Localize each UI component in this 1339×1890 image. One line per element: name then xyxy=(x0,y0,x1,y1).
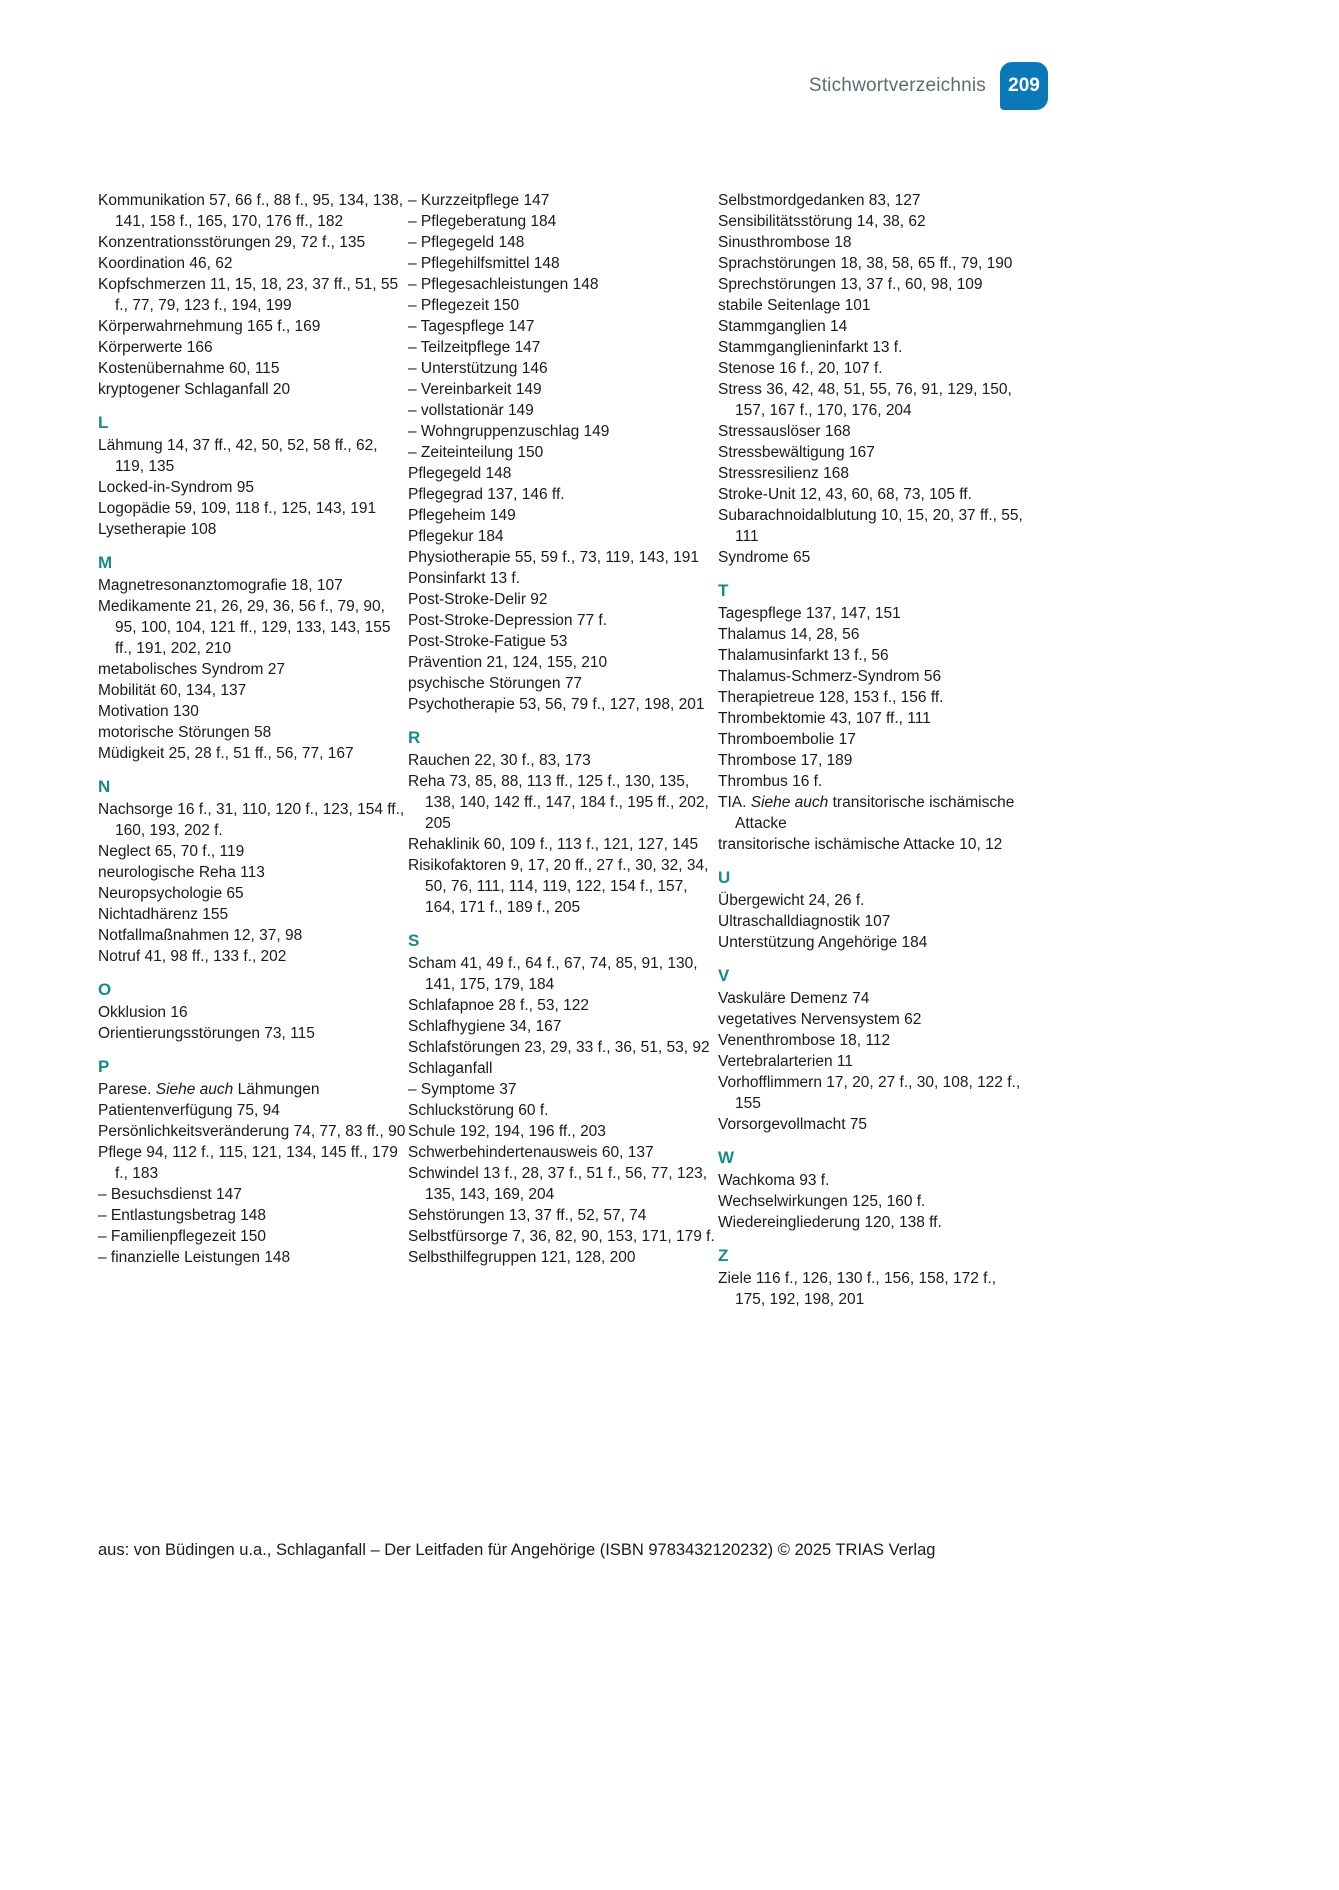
index-entry: Pflege 94, 112 f., 115, 121, 134, 145 ff., 179 f., 183 xyxy=(98,1144,398,1182)
index-entry: Vorhofflimmern 17, 20, 27 f., 30, 108, 122 f., 155 xyxy=(718,1074,1021,1112)
index-entry: Stress 36, 42, 48, 51, 55, 76, 91, 129, 150, 157, 167 f., 170, 176, 204 xyxy=(718,381,1012,419)
index-entry: Orientierungsstörungen 73, 115 xyxy=(98,1025,315,1042)
index-entry: Schlafstörungen 23, 29, 33 f., 36, 51, 53, 92 xyxy=(408,1039,710,1056)
index-entry: Ultraschalldiagnostik 107 xyxy=(718,913,891,930)
index-entry: Unterstützung Angehörige 184 xyxy=(718,934,928,951)
index-letter-heading: S xyxy=(408,931,420,950)
index-entry: Körperwerte 166 xyxy=(98,339,213,356)
index-entry: Pflegegeld 148 xyxy=(408,465,512,482)
index-entry: Schule 192, 194, 196 ff., 203 xyxy=(408,1123,606,1140)
index-column-1 xyxy=(98,190,408,1310)
index-entry: Stammganglieninfarkt 13 f. xyxy=(718,339,903,356)
index-letter-heading: V xyxy=(718,966,730,985)
index-columns xyxy=(98,190,1028,1310)
index-entry: Scham 41, 49 f., 64 f., 67, 74, 85, 91, 130, 141, 175, 179, 184 xyxy=(408,955,698,993)
index-entry: Patientenverfügung 75, 94 xyxy=(98,1102,280,1119)
index-entry: Wiedereingliederung 120, 138 ff. xyxy=(718,1214,942,1231)
index-entry: Motivation 130 xyxy=(98,703,199,720)
index-entry: Medikamente 21, 26, 29, 36, 56 f., 79, 90, 95, 100, 104, 121 ff., 129, 133, 143, 155 ff., 191, 202, 210 xyxy=(98,598,391,657)
index-entry: Prävention 21, 124, 155, 210 xyxy=(408,654,608,671)
page-header xyxy=(809,62,1048,110)
index-letter-heading: P xyxy=(98,1057,110,1076)
index-entry: Mobilität 60, 134, 137 xyxy=(98,682,247,699)
index-entry: Kostenübernahme 60, 115 xyxy=(98,360,280,377)
index-letter-heading: O xyxy=(98,980,112,999)
index-entry: Ziele 116 f., 126, 130 f., 156, 158, 172 f., 175, 192, 198, 201 xyxy=(718,1270,997,1308)
index-subentry: – vollstationär 149 xyxy=(408,402,534,419)
index-subentry: – Besuchsdienst 147 xyxy=(98,1186,242,1203)
index-entry: Wechselwirkungen 125, 160 f. xyxy=(718,1193,926,1210)
index-entry: Übergewicht 24, 26 f. xyxy=(718,892,865,909)
index-entry: Lysetherapie 108 xyxy=(98,521,217,538)
index-subentry: – Familienpflegezeit 150 xyxy=(98,1228,267,1245)
index-subentry: – Unterstützung 146 xyxy=(408,360,548,377)
index-entry: neurologische Reha 113 xyxy=(98,864,265,881)
index-entry: Thrombus 16 f. xyxy=(718,773,823,790)
index-entry: Schlafhygiene 34, 167 xyxy=(408,1018,562,1035)
index-subentry: – Tagespflege 147 xyxy=(408,318,535,335)
index-subentry: – Symptome 37 xyxy=(408,1081,517,1098)
index-entry: metabolisches Syndrom 27 xyxy=(98,661,285,678)
index-entry: Schluckstörung 60 f. xyxy=(408,1102,549,1119)
index-subentry: – Pflegegeld 148 xyxy=(408,234,525,251)
index-entry: Risikofaktoren 9, 17, 20 ff., 27 f., 30, 32, 34, 50, 76, 111, 114, 119, 122, 154 f., 157, 164, 171 f., 189 f., 205 xyxy=(408,857,709,916)
index-entry: Pflegegrad 137, 146 ff. xyxy=(408,486,565,503)
index-entry: Persönlichkeitsveränderung 74, 77, 83 ff., 90 xyxy=(98,1123,406,1140)
index-entry: Nichtadhärenz 155 xyxy=(98,906,229,923)
index-entry: Vertebralarterien 11 xyxy=(718,1053,853,1070)
index-entry: Magnetresonanztomografie 18, 107 xyxy=(98,577,343,594)
index-entry: Pflegeheim 149 xyxy=(408,507,516,524)
index-subentry: – Entlastungsbetrag 148 xyxy=(98,1207,267,1224)
index-entry: Neglect 65, 70 f., 119 xyxy=(98,843,245,860)
index-entry: motorische Störungen 58 xyxy=(98,724,272,741)
index-entry: Ponsinfarkt 13 f. xyxy=(408,570,521,587)
index-entry: psychische Störungen 77 xyxy=(408,675,583,692)
index-entry: Sprachstörungen 18, 38, 58, 65 ff., 79, 190 xyxy=(718,255,1013,272)
index-entry: Vaskuläre Demenz 74 xyxy=(718,990,870,1007)
index-entry: Sinusthrombose 18 xyxy=(718,234,852,251)
index-entry: Parese. Siehe auch Lähmungen xyxy=(98,1081,320,1098)
index-entry: Thromboembolie 17 xyxy=(718,731,856,748)
index-entry: Venenthrombose 18, 112 xyxy=(718,1032,891,1049)
index-subentry: – Vereinbarkeit 149 xyxy=(408,381,542,398)
section-title: Stichwortverzeichnis xyxy=(808,75,986,96)
index-entry: Sehstörungen 13, 37 ff., 52, 57, 74 xyxy=(408,1207,647,1224)
page-footer: aus: von Büdingen u.a., Schlaganfall – Der Leitfaden für Angehörige (ISBN 9783432120232) © 2025 TRIAS Verlag xyxy=(98,1541,936,1559)
index-entry: Thrombektomie 43, 107 ff., 111 xyxy=(718,710,931,727)
index-subentry: – Pflegesachleistungen 148 xyxy=(408,276,599,293)
index-entry: Kopfschmerzen 11, 15, 18, 23, 37 ff., 51, 55 f., 77, 79, 123 f., 194, 199 xyxy=(98,276,399,314)
index-entry: Selbstfürsorge 7, 36, 82, 90, 153, 171, 179 f. xyxy=(408,1228,715,1245)
index-letter-heading: T xyxy=(718,581,729,600)
index-entry: Thrombose 17, 189 xyxy=(718,752,853,769)
index-entry: Kommunikation 57, 66 f., 88 f., 95, 134, 138, 141, 158 f., 165, 170, 176 ff., 182 xyxy=(98,192,404,230)
index-entry: Konzentrationsstörungen 29, 72 f., 135 xyxy=(98,234,366,251)
index-entry: Tagespflege 137, 147, 151 xyxy=(718,605,901,622)
index-entry: Stressauslöser 168 xyxy=(718,423,851,440)
index-entry: Schwerbehindertenausweis 60, 137 xyxy=(408,1144,654,1161)
index-subentry: – Teilzeitpflege 147 xyxy=(408,339,541,356)
index-subentry: – Wohngruppenzuschlag 149 xyxy=(408,423,610,440)
index-subentry: – Pflegehilfsmittel 148 xyxy=(408,255,560,272)
index-entry: Reha 73, 85, 88, 113 ff., 125 f., 130, 135, 138, 140, 142 ff., 147, 184 f., 195 ff., 202, 205 xyxy=(408,773,709,832)
index-entry: Müdigkeit 25, 28 f., 51 ff., 56, 77, 167 xyxy=(98,745,354,762)
index-entry: Subarachnoidalblutung 10, 15, 20, 37 ff., 55, 111 xyxy=(718,507,1023,545)
index-entry: TIA. Siehe auch transitorische ischämische Attacke xyxy=(718,794,1015,832)
index-entry: Physiotherapie 55, 59 f., 73, 119, 143, 191 xyxy=(408,549,699,566)
page-number-badge: 209 xyxy=(1000,62,1048,110)
index-entry: Post-Stroke-Delir 92 xyxy=(408,591,548,608)
index-entry: Logopädie 59, 109, 118 f., 125, 143, 191 xyxy=(98,500,377,517)
index-entry: transitorische ischämische Attacke 10, 12 xyxy=(718,836,1003,853)
index-entry: Locked-in-Syndrom 95 xyxy=(98,479,254,496)
index-subentry: – Zeiteinteilung 150 xyxy=(408,444,544,461)
index-entry: Lähmung 14, 37 ff., 42, 50, 52, 58 ff., 62, 119, 135 xyxy=(98,437,378,475)
index-entry: Stressbewältigung 167 xyxy=(718,444,875,461)
index-subentry: – finanzielle Leistungen 148 xyxy=(98,1249,291,1266)
index-entry: Schwindel 13 f., 28, 37 f., 51 f., 56, 77, 123, 135, 143, 169, 204 xyxy=(408,1165,708,1203)
index-entry: Neuropsychologie 65 xyxy=(98,885,244,902)
index-entry: Therapietreue 128, 153 f., 156 ff. xyxy=(718,689,944,706)
index-letter-heading: U xyxy=(718,868,731,887)
index-entry: Psychotherapie 53, 56, 79 f., 127, 198, 201 xyxy=(408,696,705,713)
index-letter-heading: M xyxy=(98,553,113,572)
index-entry: Schlafapnoe 28 f., 53, 122 xyxy=(408,997,589,1014)
index-entry: Sprechstörungen 13, 37 f., 60, 98, 109 xyxy=(718,276,983,293)
index-entry: Post-Stroke-Fatigue 53 xyxy=(408,633,568,650)
index-letter-heading: Z xyxy=(718,1246,729,1265)
index-entry: Notfallmaßnahmen 12, 37, 98 xyxy=(98,927,303,944)
index-entry: Körperwahrnehmung 165 f., 169 xyxy=(98,318,321,335)
index-entry: Selbsthilfegruppen 121, 128, 200 xyxy=(408,1249,636,1266)
index-entry: Vorsorgevollmacht 75 xyxy=(718,1116,868,1133)
index-letter-heading: L xyxy=(98,413,109,432)
index-entry: vegetatives Nervensystem 62 xyxy=(718,1011,922,1028)
index-entry: Sensibilitätsstörung 14, 38, 62 xyxy=(718,213,926,230)
index-column-3 xyxy=(718,190,1028,1310)
index-entry: Stammganglien 14 xyxy=(718,318,848,335)
index-entry: stabile Seitenlage 101 xyxy=(718,297,871,314)
index-entry: Thalamus 14, 28, 56 xyxy=(718,626,860,643)
index-letter-heading: R xyxy=(408,728,421,747)
index-entry: Thalamusinfarkt 13 f., 56 xyxy=(718,647,889,664)
index-entry: Thalamus-Schmerz-Syndrom 56 xyxy=(718,668,942,685)
index-entry: Stressresilienz 168 xyxy=(718,465,849,482)
index-letter-heading: N xyxy=(98,777,111,796)
index-entry: Nachsorge 16 f., 31, 110, 120 f., 123, 154 ff., 160, 193, 202 f. xyxy=(98,801,405,839)
index-column-2 xyxy=(408,190,718,1310)
index-subentry: – Pflegezeit 150 xyxy=(408,297,520,314)
index-letter-heading: W xyxy=(718,1148,735,1167)
index-entry: Stroke-Unit 12, 43, 60, 68, 73, 105 ff. xyxy=(718,486,972,503)
index-entry: Okklusion 16 xyxy=(98,1004,188,1021)
index-entry: Syndrome 65 xyxy=(718,549,811,566)
index-entry: Selbstmordgedanken 83, 127 xyxy=(718,192,921,209)
index-entry: Wachkoma 93 f. xyxy=(718,1172,830,1189)
index-subentry: – Pflegeberatung 184 xyxy=(408,213,557,230)
index-entry: Post-Stroke-Depression 77 f. xyxy=(408,612,608,629)
index-subentry: – Kurzzeitpflege 147 xyxy=(408,192,550,209)
index-entry: kryptogener Schlaganfall 20 xyxy=(98,381,291,398)
index-entry: Rauchen 22, 30 f., 83, 173 xyxy=(408,752,591,769)
index-entry: Rehaklinik 60, 109 f., 113 f., 121, 127, 145 xyxy=(408,836,699,853)
index-entry: Notruf 41, 98 ff., 133 f., 202 xyxy=(98,948,287,965)
index-entry: Koordination 46, 62 xyxy=(98,255,233,272)
index-entry: Schlaganfall xyxy=(408,1060,493,1077)
index-entry: Stenose 16 f., 20, 107 f. xyxy=(718,360,883,377)
index-entry: Pflegekur 184 xyxy=(408,528,504,545)
